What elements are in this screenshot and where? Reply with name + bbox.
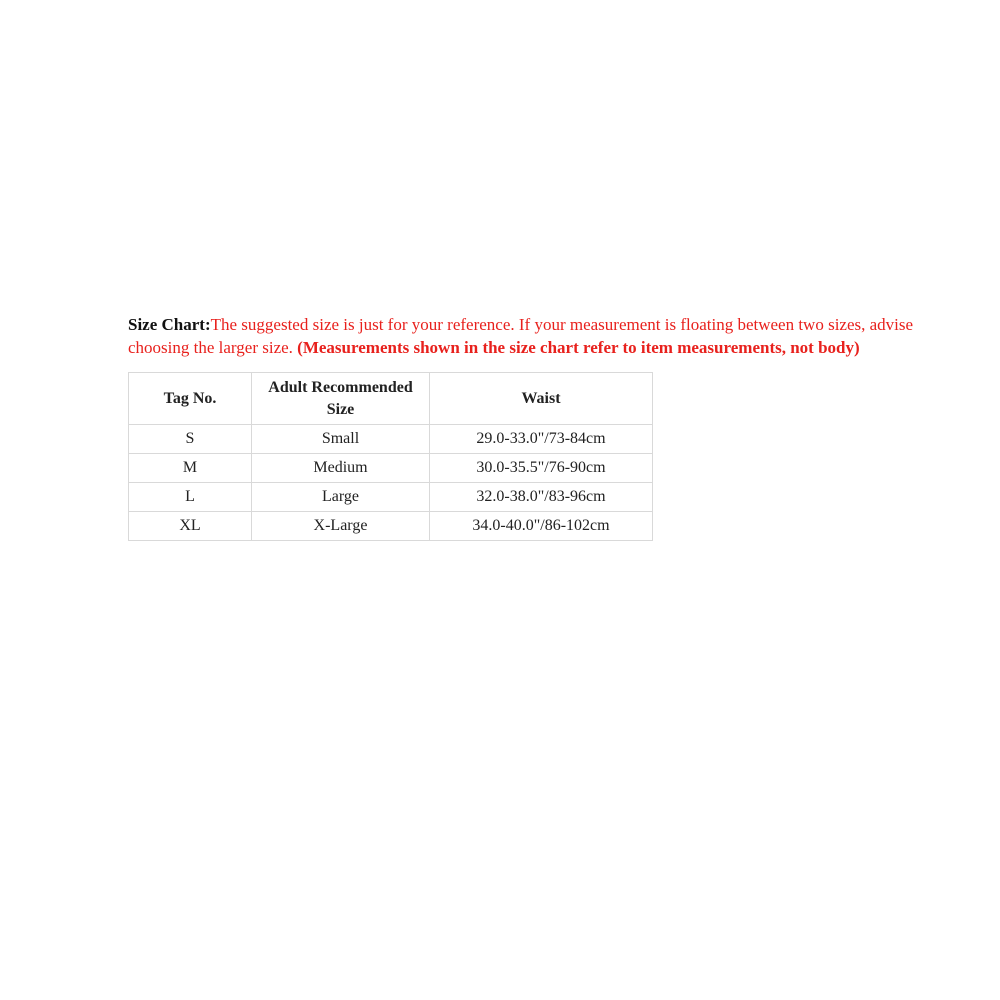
waist-cell: 30.0-35.5"/76-90cm: [430, 454, 653, 483]
size-cell: Large: [252, 483, 430, 512]
size-cell: Small: [252, 425, 430, 454]
header-recommended-size: Adult Recommended Size: [252, 373, 430, 425]
size-chart-intro: [128, 313, 928, 359]
tag-cell: S: [129, 425, 252, 454]
table-header-row: [129, 373, 653, 425]
size-cell: Medium: [252, 454, 430, 483]
table-row: [129, 454, 653, 483]
size-chart-label: Size Chart:: [128, 315, 211, 334]
waist-cell: 29.0-33.0"/73-84cm: [430, 425, 653, 454]
waist-cell: 32.0-38.0"/83-96cm: [430, 483, 653, 512]
table-row: [129, 425, 653, 454]
header-tag-no: Tag No.: [129, 373, 252, 425]
table-row: [129, 512, 653, 541]
tag-cell: M: [129, 454, 252, 483]
header-waist: Waist: [430, 373, 653, 425]
table-row: [129, 483, 653, 512]
tag-cell: L: [129, 483, 252, 512]
size-cell: X-Large: [252, 512, 430, 541]
tag-cell: XL: [129, 512, 252, 541]
size-table: [128, 372, 653, 541]
size-chart-advice: The suggested size is just for your reference. If your measurement is floating between two sizes, advise choosing the larger size.: [128, 315, 914, 357]
waist-cell: 34.0-40.0"/86-102cm: [430, 512, 653, 541]
size-chart-section: [128, 313, 928, 541]
measurement-note: (Measurements shown in the size chart refer to item measurements, not body): [297, 338, 860, 357]
